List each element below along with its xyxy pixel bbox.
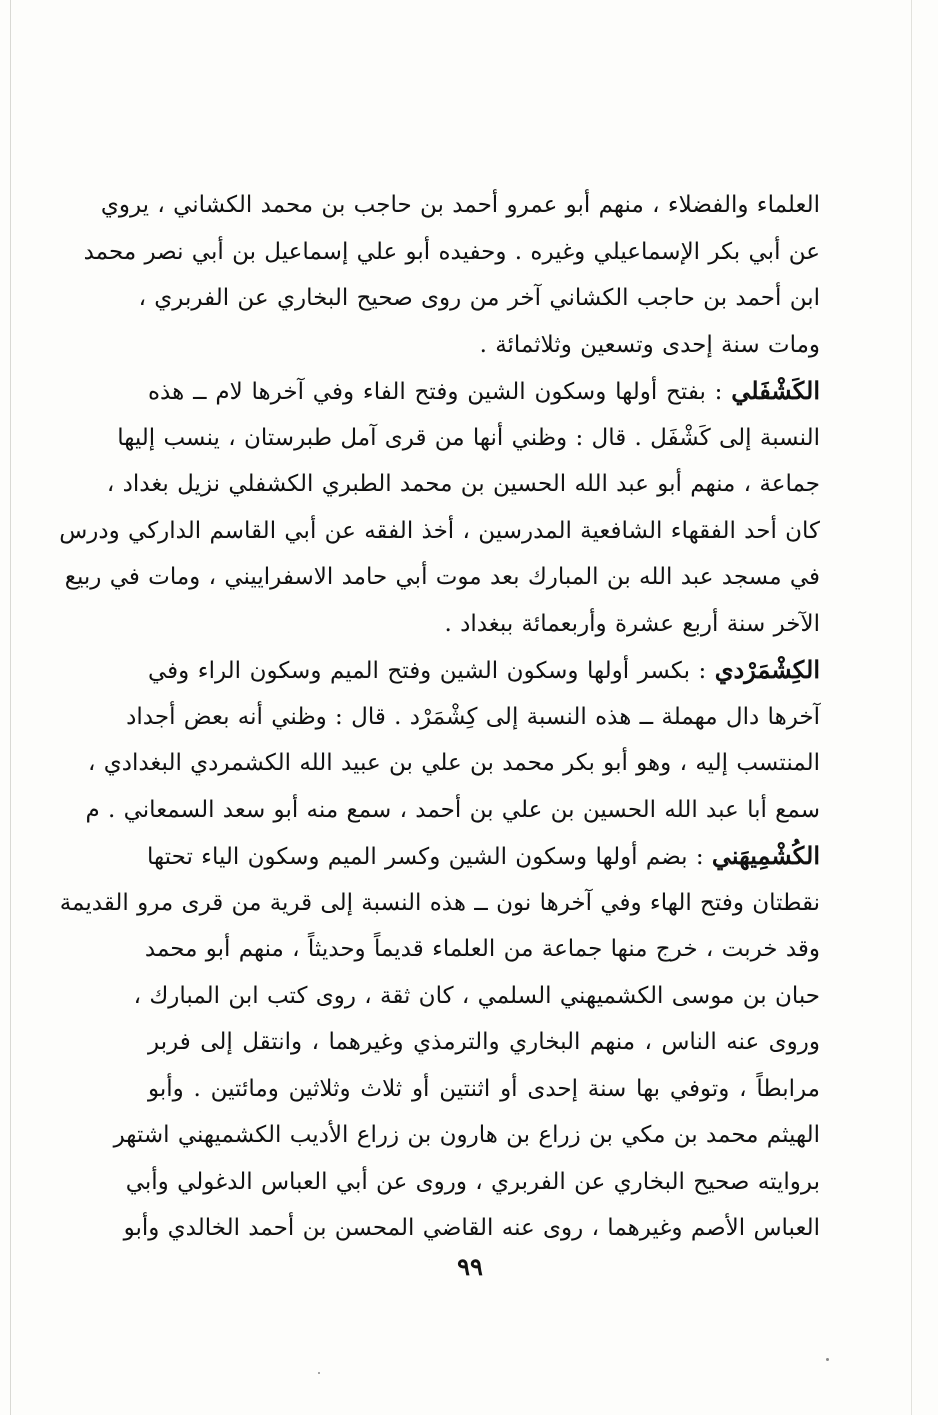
line-text: حبان بن موسى الكشميهني السلمي ، كان ثقة ، روى كتب ابن المبارك ، (133, 982, 820, 1009)
line-text: كان أحد الفقهاء الشافعية المدرسين ، أخذ الفقه عن أبي القاسم الداركي ودرس (59, 517, 820, 544)
text-line (64, 554, 820, 601)
line-text: آخرها دال مهملة ــ هذه النسبة إلى كِشْمَرْد . قال : وظني أنه بعض أجداد (126, 703, 820, 730)
entry-headword: الكُشْمِيهَني (711, 841, 820, 870)
text-line (125, 1159, 820, 1206)
line-text: جماعة ، منهم أبو عبد الله الحسين بن محمد الطبري الكشفلي نزيل بغداد ، (106, 471, 820, 497)
text-line (133, 973, 820, 1020)
text-line (59, 508, 820, 555)
text-line (100, 182, 820, 229)
text-line (148, 1019, 820, 1066)
text-line (148, 833, 820, 880)
line-text: وقد خربت ، خرج منها جماعة من العلماء قديماً وحديثاً ، منهم أبو محمد (144, 936, 820, 962)
line-text: عن أبي بكر الإسماعيلي وغيره . وحفيده أبو علي إسماعيل بن أبي نصر محمد (83, 238, 820, 265)
line-text: : بكسر أولها وسكون الشين وفتح الميم وسكون الراء وفي (148, 658, 715, 684)
scan-speck (826, 1358, 829, 1361)
line-text: الآخر سنة أربع عشرة وأربعمائة ببغداد . (444, 610, 820, 637)
text-line (148, 368, 820, 415)
text-line (148, 647, 820, 694)
page-body-text (59, 182, 820, 1252)
entry-headword: الكِشْمَرْدي (714, 655, 820, 684)
text-line (144, 926, 820, 973)
line-text: ابن أحمد بن حاجب الكشاني آخر من روى صحيح البخاري عن الفربري ، (138, 285, 820, 311)
page-number: ٩٩ (457, 1252, 483, 1281)
line-text: وروى عنه الناس ، منهم البخاري والترمذي وغيرهما ، وانتقل إلى فربر (148, 1029, 820, 1055)
scan-edge-left (10, 0, 11, 1415)
text-line (126, 694, 820, 741)
text-line (117, 415, 820, 462)
scan-edge-right (911, 0, 912, 1415)
text-line (85, 787, 820, 834)
line-text: العلماء والفضلاء ، منهم أبو عمرو أحمد بن حاجب بن محمد الكشاني ، يروي (100, 192, 820, 218)
text-line (87, 740, 820, 787)
text-line (148, 322, 820, 369)
text-line (83, 229, 820, 276)
text-line (148, 1066, 820, 1113)
text-line (113, 1112, 820, 1159)
line-text: : بفتح أولها وسكون الشين وفتح الفاء وفي آخرها لام ــ هذه (148, 379, 732, 405)
line-text: مرابطاً ، وتوفي بها سنة إحدى أو اثنتين أو ثلاث وثلاثين ومائتين . وأبو (148, 1075, 820, 1102)
text-line (123, 1205, 820, 1252)
line-text: نقطتان وفتح الهاء وفي آخرها نون ــ هذه النسبة إلى قرية من قرى مرو القديمة (59, 889, 820, 916)
text-line (59, 880, 820, 927)
line-text: : بضم أولها وسكون الشين وكسر الميم وسكون الياء تحتها (147, 844, 712, 870)
entry-headword: الكَشْفَلي (731, 376, 820, 405)
line-text: ومات سنة إحدى وتسعين وثلاثمائة . (479, 331, 820, 358)
line-text: بروايته صحيح البخاري عن الفربري ، وروى عن أبي العباس الدغولي وأبي (125, 1168, 820, 1195)
line-text: سمع أبا عبد الله الحسين بن علي بن أحمد ، سمع منه أبو سعد السمعاني . م (85, 796, 820, 823)
text-line (106, 461, 820, 508)
text-line (138, 275, 820, 322)
line-text: في مسجد عبد الله بن المبارك بعد موت أبي حامد الاسفراييني ، ومات في ربيع (64, 564, 820, 590)
line-text: الهيثم محمد بن مكي بن زراع بن هارون بن زراع الأديب الكشميهني اشتهر (113, 1122, 820, 1148)
line-text: النسبة إلى كَشْفَل . قال : وظني أنها من قرى آمل طبرستان ، ينسب إليها (117, 424, 820, 451)
line-text: المنتسب إليه ، وهو أبو بكر محمد بن علي بن عبيد الله الكشمردي البغدادي ، (87, 750, 820, 776)
scan-speck (318, 1372, 320, 1374)
text-line (148, 601, 820, 648)
line-text: العباس الأصم وغيرهما ، روى عنه القاضي المحسن بن أحمد الخالدي وأبو (123, 1215, 820, 1241)
